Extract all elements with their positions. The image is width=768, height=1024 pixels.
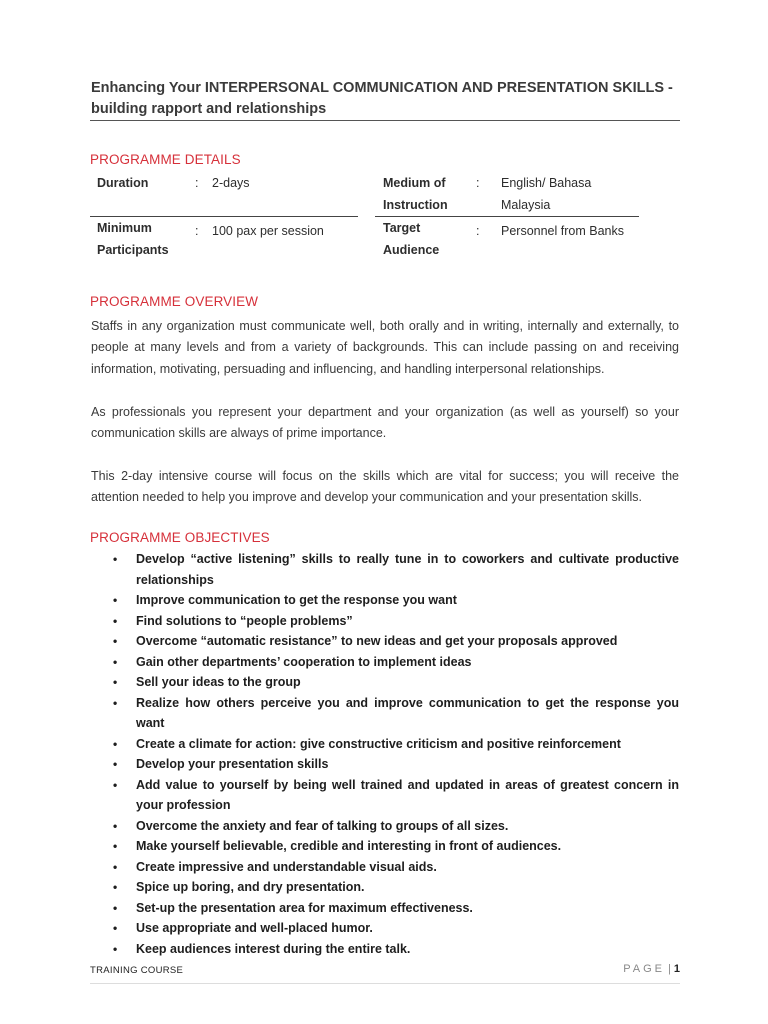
medium-separator: : — [476, 176, 480, 190]
list-item — [91, 693, 679, 734]
objective-text: Sell your ideas to the group — [136, 675, 301, 689]
list-item — [91, 590, 679, 611]
list-item — [91, 775, 679, 816]
objectives-list — [91, 549, 679, 959]
list-item — [91, 918, 679, 939]
list-item — [91, 631, 679, 652]
audience-label-line1: Target — [383, 221, 421, 235]
list-item — [91, 549, 679, 590]
footer-divider — [90, 983, 680, 984]
bullet-icon: • — [113, 880, 118, 894]
bullet-icon: • — [113, 777, 118, 792]
list-item — [91, 611, 679, 632]
objective-text: Realize how others perceive you and improve communication to get the response you want — [136, 695, 679, 730]
programme-objectives-heading: PROGRAMME OBJECTIVES — [90, 530, 270, 545]
objective-text: Make yourself believable, credible and interesting in front of audiences. — [136, 839, 562, 853]
objective-text: Create impressive and understandable visual aids. — [136, 859, 437, 874]
bullet-icon: • — [113, 818, 118, 833]
medium-value-line1: English/ Bahasa — [501, 176, 592, 190]
bullet-icon: • — [113, 859, 118, 874]
bullet-icon: • — [113, 839, 118, 853]
bullet-icon: • — [113, 900, 118, 915]
list-item — [91, 898, 679, 919]
bullet-icon: • — [113, 634, 118, 648]
bullet-icon: • — [113, 941, 118, 956]
duration-value: 2-days — [212, 176, 250, 190]
medium-value-line2: Malaysia — [501, 198, 551, 212]
duration-label: Duration — [97, 176, 149, 190]
audience-separator: : — [476, 224, 480, 238]
objective-text: Gain other departments’ cooperation to implement ideas — [136, 654, 472, 669]
page-title: Enhancing Your INTERPERSONAL COMMUNICATION AND PRESENTATION SKILLS - building rapport and relationships — [91, 80, 673, 117]
overview-paragraph: Staffs in any organization must communicate well, both orally and in writing, internally and externally, to people at many levels and from a variety of backgrounds. This can include passing on and receiving information, motivating, persuading and influencing, and handling interpersonal relationships. — [91, 318, 679, 376]
minimum-label-line2: Participants — [97, 243, 169, 257]
programme-details-table — [90, 172, 650, 264]
objective-text: Overcome “automatic resistance” to new ideas and get your proposals approved — [136, 634, 618, 648]
programme-details-heading: PROGRAMME DETAILS — [90, 152, 241, 167]
list-item — [91, 734, 679, 755]
bullet-icon: • — [113, 921, 118, 935]
bullet-icon: • — [113, 552, 118, 566]
page-number: 1 — [673, 963, 680, 975]
list-item — [91, 877, 679, 898]
bullet-icon: • — [113, 695, 118, 710]
minimum-separator: : — [195, 224, 199, 238]
footer-separator: | — [668, 963, 671, 975]
footer-page-word: PAGE — [623, 963, 666, 975]
programme-overview-heading: PROGRAMME OVERVIEW — [90, 294, 259, 309]
list-item — [91, 672, 679, 693]
bullet-icon: • — [113, 613, 118, 628]
bullet-icon: • — [113, 593, 118, 607]
minimum-label-line1: Minimum — [97, 221, 152, 235]
list-item — [91, 836, 679, 857]
list-item — [91, 816, 679, 837]
objective-text: Set-up the presentation area for maximum effectiveness. — [136, 900, 473, 915]
medium-label-line1: Medium of — [383, 176, 446, 190]
footer-page-indicator — [623, 963, 680, 975]
bullet-icon: • — [113, 757, 118, 771]
objective-text: Keep audiences interest during the entire talk. — [136, 941, 411, 956]
objective-text: Overcome the anxiety and fear of talking to groups of all sizes. — [136, 818, 509, 833]
medium-label-line2: Instruction — [383, 198, 448, 212]
title-divider — [90, 120, 680, 121]
objective-text: Create a climate for action: give constructive criticism and positive reinforcement — [136, 736, 621, 751]
bullet-icon: • — [113, 654, 118, 669]
duration-separator: : — [195, 176, 199, 190]
objective-text: Develop your presentation skills — [136, 757, 329, 771]
objective-text: Develop “active listening” skills to really tune in to coworkers and cultivate productive relationships — [136, 552, 679, 587]
overview-paragraph: As professionals you represent your department and your organization (as well as yourself) so your communication skills are always of prime importance. — [91, 404, 679, 440]
list-item — [91, 939, 679, 960]
bullet-icon: • — [113, 736, 118, 751]
bullet-icon: • — [113, 675, 118, 689]
minimum-value: 100 pax per session — [212, 224, 324, 238]
overview-paragraph: This 2-day intensive course will focus on the skills which are vital for success; you will receive the attention needed to help you improve and develop your communication and your presentation skills. — [91, 468, 679, 504]
audience-value: Personnel from Banks — [501, 224, 624, 238]
footer-course-label: TRAINING COURSE — [90, 965, 184, 976]
list-item — [91, 857, 679, 878]
objective-text: Spice up boring, and dry presentation. — [136, 880, 365, 894]
list-item — [91, 754, 679, 775]
list-item — [91, 652, 679, 673]
objective-text: Use appropriate and well-placed humor. — [136, 921, 373, 935]
objective-text: Improve communication to get the response you want — [136, 593, 457, 607]
objective-text: Add value to yourself by being well trained and updated in areas of greatest concern in your profession — [136, 777, 679, 812]
audience-label-line2: Audience — [383, 243, 440, 257]
objective-text: Find solutions to “people problems” — [136, 613, 353, 628]
